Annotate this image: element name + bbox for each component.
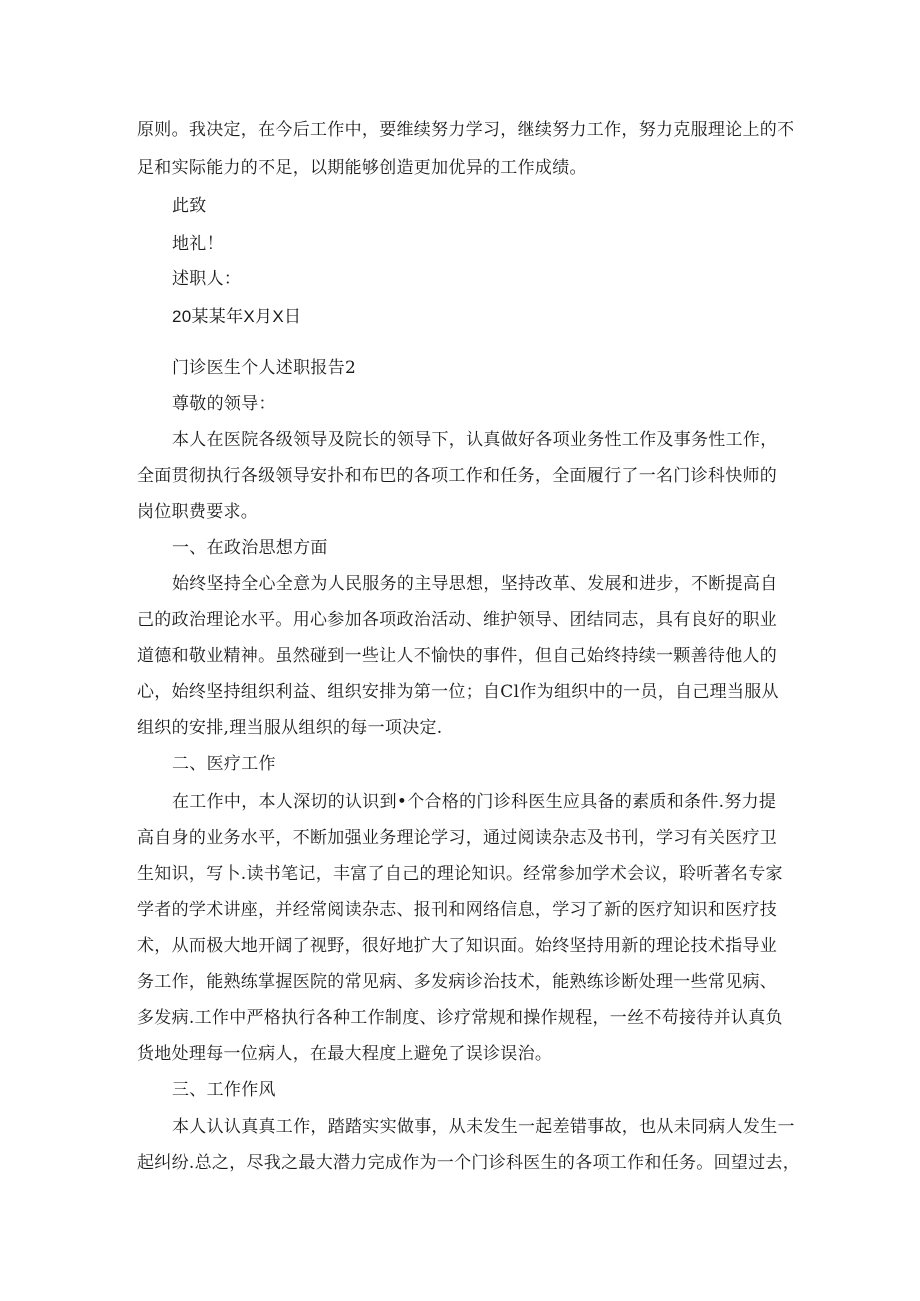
closing-signer-label: 述职人： (172, 269, 242, 289)
section3-heading: 三、工作作风 (172, 1080, 276, 1100)
section1-line-3: 道德和敬业精神。虽然碰到一些让人不愉快的事件，但自己始终持续一颗善待他人的 (137, 646, 778, 666)
closing-date: 20某某年X月X日 (172, 307, 302, 326)
section2-line-8: 货地处理每一位病人，在最大程度上避免了误诊误治。 (137, 1044, 553, 1064)
section2-line-1: 在工作中，本人深切的认识到•个合格的门诊科医生应具备的素质和条件.努力提 (172, 792, 777, 812)
section3-line-2: 起纠纷.总之，尽我之最大潜力完成作为一个门诊科医生的各项工作和任务。回望过去， (137, 1153, 801, 1173)
section2-line-6: 务工作，能熟练掌握医院的常见病、多发病诊治技术，能熟练诊断处理一些常见病、 (137, 972, 778, 992)
report-title: 门诊医生个人述职报告2 (172, 358, 357, 378)
opening-line-3: 岗位职费要求。 (137, 502, 259, 522)
section2-line-3: 生知识，写卜.读书笔记，丰富了自己的理论知识。经常参加学术会议，聆听著名专家 (137, 864, 783, 884)
opening-line-1: 本人在医院各级领导及院长的领导下，认真做好各项业务性工作及事务性工作， (172, 430, 778, 450)
closing-regards: 地礼！ (172, 234, 224, 254)
section1-line-5: 组织的安排,理当服从组织的每一项决定. (137, 718, 443, 738)
section1-line-1: 始终坚持全心全意为人民服务的主导思想，坚持改革、发展和进步，不断提高自 (172, 574, 778, 594)
intro-line-2: 足和实际能力的不足，以期能够创造更加优异的工作成绩。 (137, 158, 587, 178)
section2-line-7: 多发病.工作中严格执行各种工作制度、诊疗常规和操作规程，一丝不苟接待并认真负 (137, 1008, 783, 1028)
section2-line-4: 学者的学术讲座，并经常阅读杂志、报刊和网络信息，学习了新的医疗知识和医疗技 (137, 900, 778, 920)
intro-line-1: 原则。我决定，在今后工作中，要维续努力学习，继续努力工作，努力克服理论上的不 (137, 120, 795, 140)
section1-heading: 一、在政治思想方面 (172, 538, 328, 558)
section3-line-1: 本人认认真真工作，踏踏实实做事，从未发生一起差错事故，也从未同病人发生一 (172, 1117, 795, 1137)
section2-heading: 二、医疗工作 (172, 754, 276, 774)
section1-line-4: 心，始终坚持组织利益、组织安排为第一位；自Cl作为组织中的一员，自己理当服从 (137, 682, 779, 702)
closing-salutation: 此致 (172, 196, 207, 216)
greeting: 尊敬的领导： (172, 394, 276, 414)
section2-line-5: 术，从而极大地开阔了视野，很好地扩大了知识面。始终坚持用新的理论技术指导业 (137, 936, 778, 956)
opening-line-2: 全面贯彻执行各级领导安扑和布巴的各项工作和任务，全面履行了一名门诊科快师的 (137, 466, 778, 486)
section1-line-2: 己的政治理论水平。用心参加各项政治活动、维护领导、团结同志，具有良好的职业 (137, 610, 778, 630)
section2-line-2: 高自身的业务水平，不断加强业务理论学习，通过阅读杂志及书刊，学习有关医疗卫 (137, 828, 778, 848)
